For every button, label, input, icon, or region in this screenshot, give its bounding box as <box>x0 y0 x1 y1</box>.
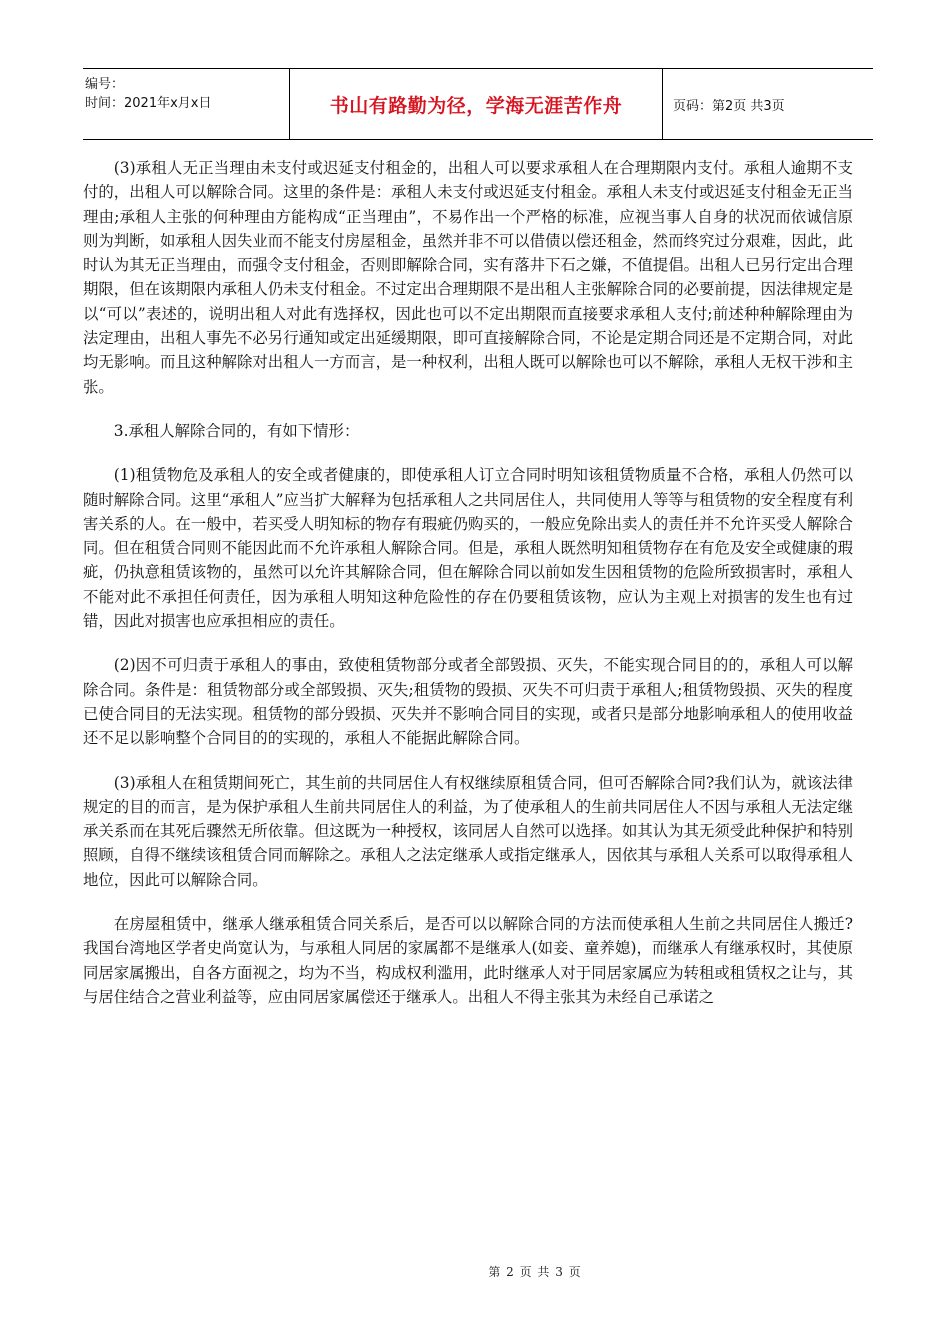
document-number-label: 编号： <box>85 77 125 92</box>
paragraph: (2)因不可归责于承租人的事由，致使租赁物部分或者全部毁损、灭失，不能实现合同目的的，承租人可以解除合同。条件是：租赁物部分或全部毁损、灭失;租赁物的毁损、灭失不可归责于承租人;租赁物毁损、灭失的程度已使合同目的无法实现。租赁物的部分毁损、灭失并不影响合同目的实现，或者只是部分地影响承租人的使用收益还不足以影响整个合同目的的实现的，承租人不能据此解除合同。 <box>83 656 853 748</box>
page-footer: 第 2 页 共 3 页 <box>488 1265 582 1279</box>
document-date: 时间：2021年x月x日 <box>85 96 212 111</box>
header-meta <box>83 69 289 139</box>
page-header <box>83 68 873 140</box>
paragraph: (3)承租人无正当理由未支付或迟延支付租金的，出租人可以要求承租人在合理期限内支付。承租人逾期不支付的，出租人可以解除合同。这里的条件是：承租人未支付或迟延支付租金。承租人未支付或迟延支付租金无正当理由;承租人主张的何种理由方能构成“正当理由”，不易作出一个严格的标准，应视当事人自身的状况而依诚信原则为判断，如承租人因失业而不能支付房屋租金，虽然并非不可以借债以偿还租金，然而终究过分艰难，因此，此时认为其无正当理由，而强令支付租金，否则即解除合同，实有落井下石之嫌，不值提倡。出租人已另行定出合理期限，但在该期限内承租人仍未支付租金。不过定出合理期限不是出租人主张解除合同的必要前提，因法律规定是以“可以”表述的，说明出租人对此有选择权，因此也可以不定出期限而直接要求承租人支付;前述种种解除理由为法定理由，出租人事先不必另行通知或定出延缓期限，即可直接解除合同，不论是定期合同还是不定期合同，对此均无影响。而且这种解除对出租人一方而言，是一种权利，出租人既可以解除也可以不解除，承租人无权干涉和主张。 <box>83 159 853 396</box>
header-page-info: 页码：第2页 共3页 <box>673 98 785 114</box>
header-motto: 书山有路勤为径，学海无涯苦作舟 <box>289 69 663 139</box>
paragraph: (3)承租人在租赁期间死亡，其生前的共同居住人有权继续原租赁合同，但可否解除合同?我们认为，就该法律规定的目的而言，是为保护承租人生前共同居住人的利益，为了使承租人的生前共同居住人不因与承租人无法定继承关系而在其死后骤然无所依靠。但这既为一种授权，该同居人自然可以选择。如其认为其无须受此种保护和特别照顾，自得不继续该租赁合同而解除之。承租人之法定继承人或指定继承人，因依其与承租人关系可以取得承租人地位，因此可以解除合同。 <box>83 773 853 889</box>
section-heading: 3.承租人解除合同的，有如下情形： <box>113 421 360 440</box>
paragraph: (1)租赁物危及承租人的安全或者健康的，即使承租人订立合同时明知该租赁物质量不合格，承租人仍然可以随时解除合同。这里“承租人”应当扩大解释为包括承租人之共同居住人，共同使用人等等与租赁物的安全程度有利害关系的人。在一般中，若买受人明知标的物存有瑕疵仍购买的，一般应免除出卖人的责任并不允许买受人解除合同。但在租赁合同则不能因此而不允许承租人解除合同。但是，承租人既然明知租赁物存在有危及安全或健康的瑕疵，仍执意租赁该物的，虽然可以允许其解除合同，但在解除合同以前如发生因租赁物的危险所致损害时，承租人不能对此不承担任何责任，因为承租人明知这种危险性的存在仍要租赁该物，应认为主观上对损害的发生也有过错，因此对损害也应承担相应的责任。 <box>83 466 853 631</box>
paragraph: 在房屋租赁中，继承人继承租赁合同关系后，是否可以以解除合同的方法而使承租人生前之共同居住人搬迁?我国台湾地区学者史尚宽认为，与承租人同居的家属都不是继承人(如妾、童养媳)，而继承人有继承权时，其使原同居家属搬出，自各方面视之，均为不当，构成权利滥用，此时继承人对于同居家属应为转租或租赁权之让与，其与居住结合之营业利益等，应由同居家属偿还于继承人。出租人不得主张其为未经自己承诺之 <box>83 915 853 1006</box>
document-body <box>83 156 853 1029</box>
